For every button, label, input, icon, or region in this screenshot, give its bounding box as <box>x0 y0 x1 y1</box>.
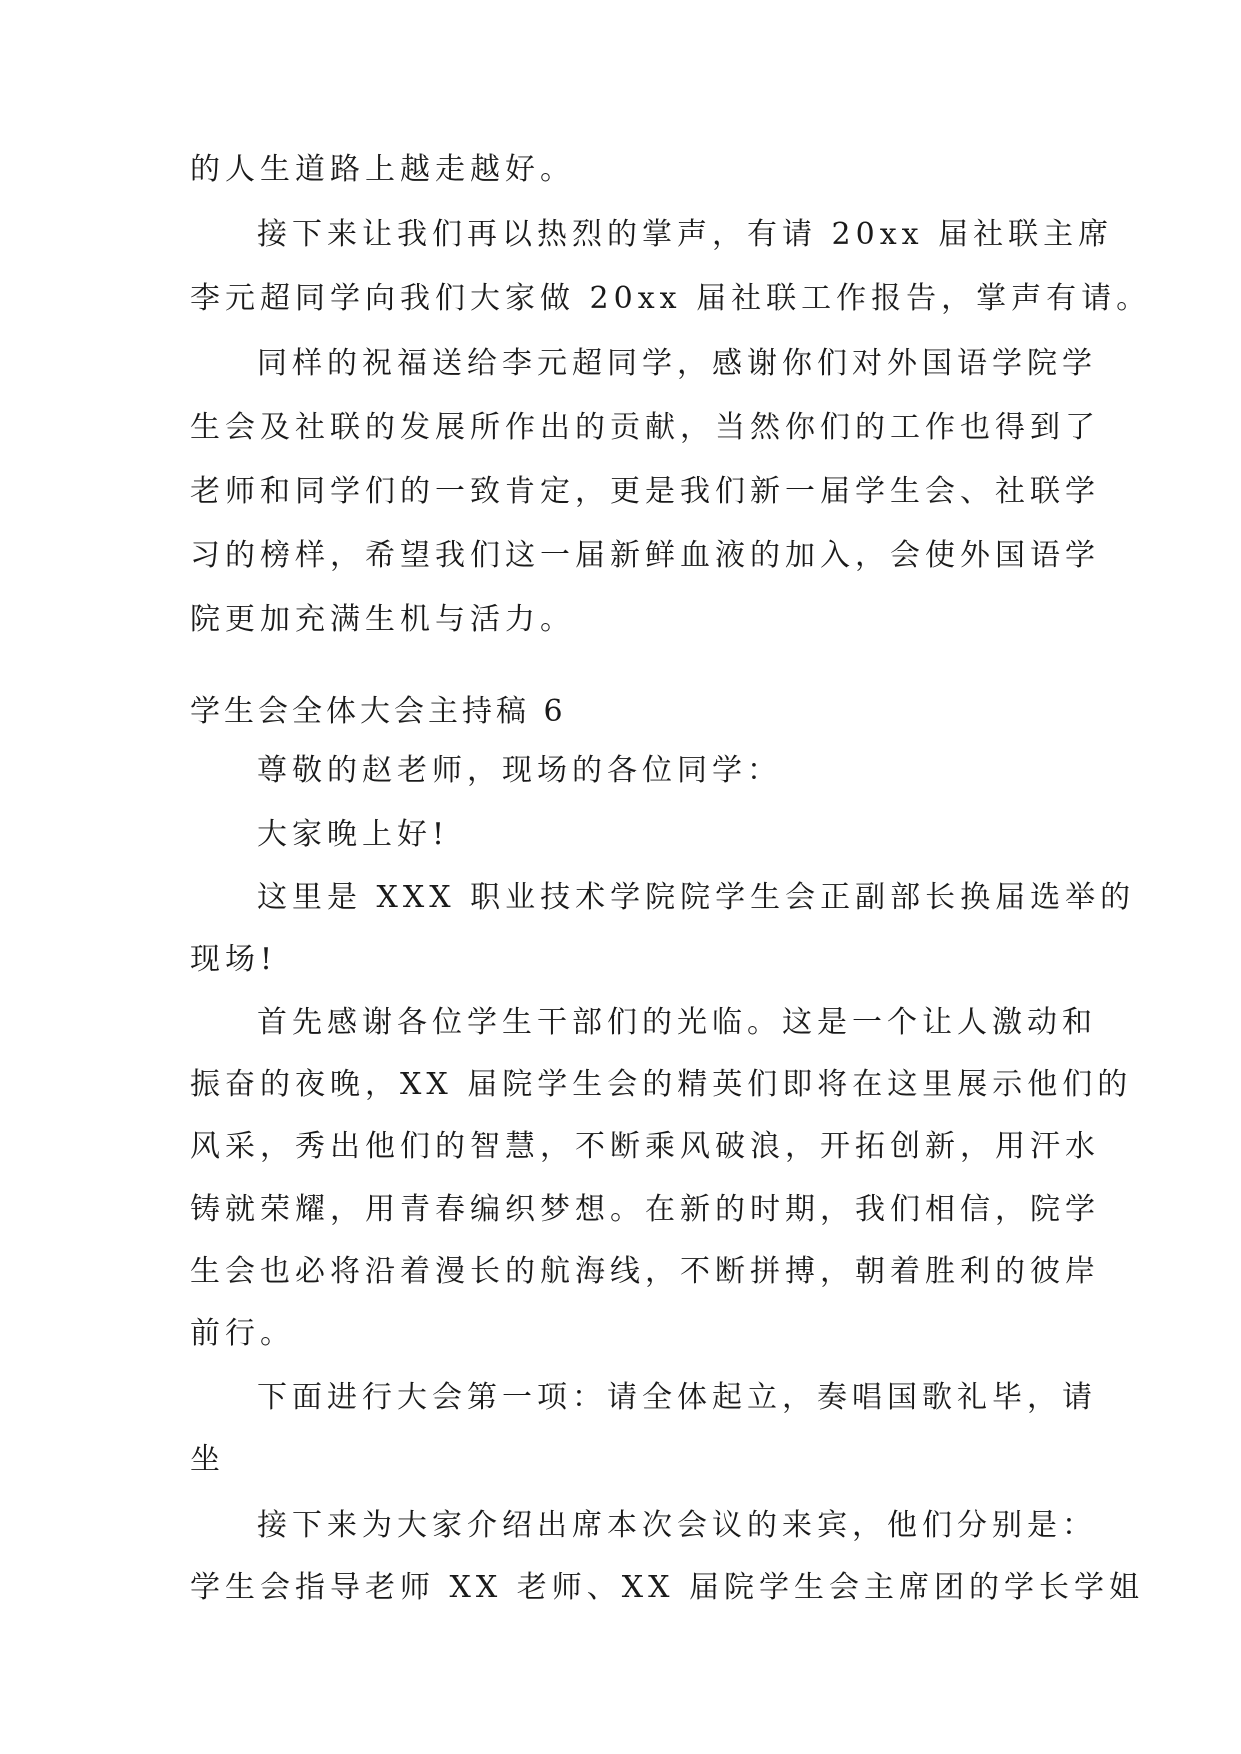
body-line: 学生会指导老师 XX 老师、XX 届院学生会主席团的学长学姐 <box>190 1570 1145 1605</box>
body-line: 院更加充满生机与活力。 <box>190 602 575 637</box>
body-line: 前行。 <box>190 1316 295 1351</box>
body-line: 现场! <box>190 942 278 977</box>
body-line: 接下来为大家介绍出席本次会议的来宾，他们分别是： <box>257 1508 1097 1543</box>
body-line: 坐 <box>190 1442 225 1477</box>
body-line: 风采，秀出他们的智慧，不断乘风破浪，开拓创新，用汗水 <box>190 1129 1100 1164</box>
body-line: 生会及社联的发展所作出的贡献，当然你们的工作也得到了 <box>190 410 1100 445</box>
section-heading: 学生会全体大会主持稿 6 <box>190 694 567 729</box>
body-line: 同样的祝福送给李元超同学，感谢你们对外国语学院学 <box>257 346 1097 381</box>
body-line: 尊敬的赵老师，现场的各位同学： <box>257 753 782 788</box>
body-line: 这里是 XXX 职业技术学院院学生会正副部长换届选举的 <box>257 880 1136 915</box>
body-line: 铸就荣耀，用青春编织梦想。在新的时期，我们相信，院学 <box>190 1192 1100 1227</box>
body-line: 老师和同学们的一致肯定，更是我们新一届学生会、社联学 <box>190 474 1100 509</box>
body-line: 李元超同学向我们大家做 20xx 届社联工作报告，掌声有请。 <box>190 281 1152 316</box>
body-line: 振奋的夜晚，XX 届院学生会的精英们即将在这里展示他们的 <box>190 1067 1133 1102</box>
body-line: 大家晚上好! <box>257 817 450 852</box>
body-line: 下面进行大会第一项：请全体起立，奏唱国歌礼毕，请 <box>257 1380 1097 1415</box>
body-line: 生会也必将沿着漫长的航海线，不断拼搏，朝着胜利的彼岸 <box>190 1254 1100 1289</box>
body-line: 习的榜样，希望我们这一届新鲜血液的加入，会使外国语学 <box>190 538 1100 573</box>
body-line: 接下来让我们再以热烈的掌声，有请 20xx 届社联主席 <box>257 217 1114 252</box>
body-line: 的人生道路上越走越好。 <box>190 152 575 187</box>
body-line: 首先感谢各位学生干部们的光临。这是一个让人激动和 <box>257 1005 1097 1040</box>
